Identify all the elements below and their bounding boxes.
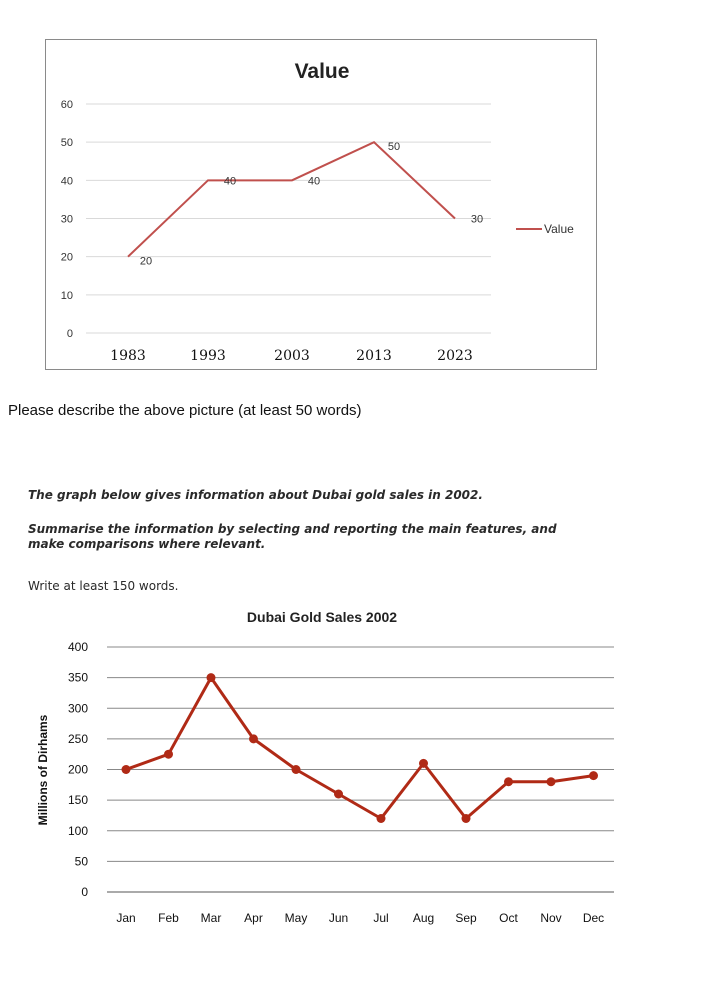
y-tick-label: 150 xyxy=(67,793,88,808)
x-tick-label: Apr xyxy=(244,911,263,925)
data-label: 50 xyxy=(387,141,401,154)
y-tick-label: 300 xyxy=(67,701,88,716)
x-tick-label: 1983 xyxy=(110,348,146,364)
x-tick-label: Jul xyxy=(373,911,389,925)
x-tick-label: Aug xyxy=(412,911,435,925)
y-tick-label: 50 xyxy=(74,854,88,869)
x-tick-label: 2003 xyxy=(274,348,310,364)
y-tick-label: 40 xyxy=(60,175,73,188)
x-tick-label: Mar xyxy=(200,911,222,925)
data-point xyxy=(504,777,513,786)
task-intro: The graph below gives information about Dubai gold sales in 2002. xyxy=(28,488,483,502)
x-tick-label: Dec xyxy=(582,911,605,925)
legend-label: Value xyxy=(544,222,574,236)
chart-title: Dubai Gold Sales 2002 xyxy=(246,609,398,625)
y-tick-label: 60 xyxy=(60,99,73,111)
y-tick-label: 250 xyxy=(67,731,88,746)
data-point xyxy=(207,673,216,682)
data-point xyxy=(589,771,598,780)
x-tick-label: 1993 xyxy=(190,348,226,364)
y-tick-label: 100 xyxy=(67,823,88,838)
x-tick-label: Nov xyxy=(540,911,562,925)
describe-prompt: Please describe the above picture (at least 50 words) xyxy=(8,402,362,419)
y-tick-label: 0 xyxy=(66,328,73,340)
x-tick-label: Sep xyxy=(455,911,477,925)
data-point xyxy=(249,734,258,743)
value-chart-frame xyxy=(45,39,597,370)
value-chart xyxy=(46,40,596,369)
data-label: 20 xyxy=(139,255,153,268)
x-tick-label: 2013 xyxy=(356,348,392,364)
data-point xyxy=(547,777,556,786)
y-tick-label: 50 xyxy=(60,137,73,150)
x-tick-label: 2023 xyxy=(437,348,473,364)
y-axis-label: Millions of Dirhams xyxy=(36,714,50,826)
x-tick-label: Feb xyxy=(158,911,179,925)
data-point xyxy=(292,765,301,774)
data-point xyxy=(462,814,471,823)
data-point xyxy=(122,765,131,774)
x-tick-label: Jun xyxy=(328,911,349,925)
y-tick-label: 400 xyxy=(67,640,88,654)
data-point xyxy=(334,790,343,799)
x-tick-label: Jan xyxy=(116,911,136,925)
x-tick-label: May xyxy=(284,911,308,925)
y-tick-label: 10 xyxy=(60,289,73,302)
sales-series-line xyxy=(126,678,594,819)
data-point xyxy=(419,759,428,768)
y-tick-label: 30 xyxy=(60,213,73,226)
data-point xyxy=(164,750,173,759)
word-count-instruction: Write at least 150 words. xyxy=(28,579,179,593)
chart-title: Value xyxy=(294,60,350,83)
y-tick-label: 0 xyxy=(81,885,88,899)
y-tick-label: 20 xyxy=(60,251,73,264)
x-tick-label: Oct xyxy=(499,911,518,925)
task-instructions: Summarise the information by selecting and reporting the main features, and make comparisons where relevant. xyxy=(28,522,557,551)
value-series-line xyxy=(128,142,455,257)
data-label: 30 xyxy=(470,213,484,226)
y-tick-label: 350 xyxy=(67,670,88,685)
data-point xyxy=(377,814,386,823)
data-label: 40 xyxy=(223,175,237,188)
data-label: 40 xyxy=(307,175,321,188)
y-tick-label: 200 xyxy=(67,762,88,777)
